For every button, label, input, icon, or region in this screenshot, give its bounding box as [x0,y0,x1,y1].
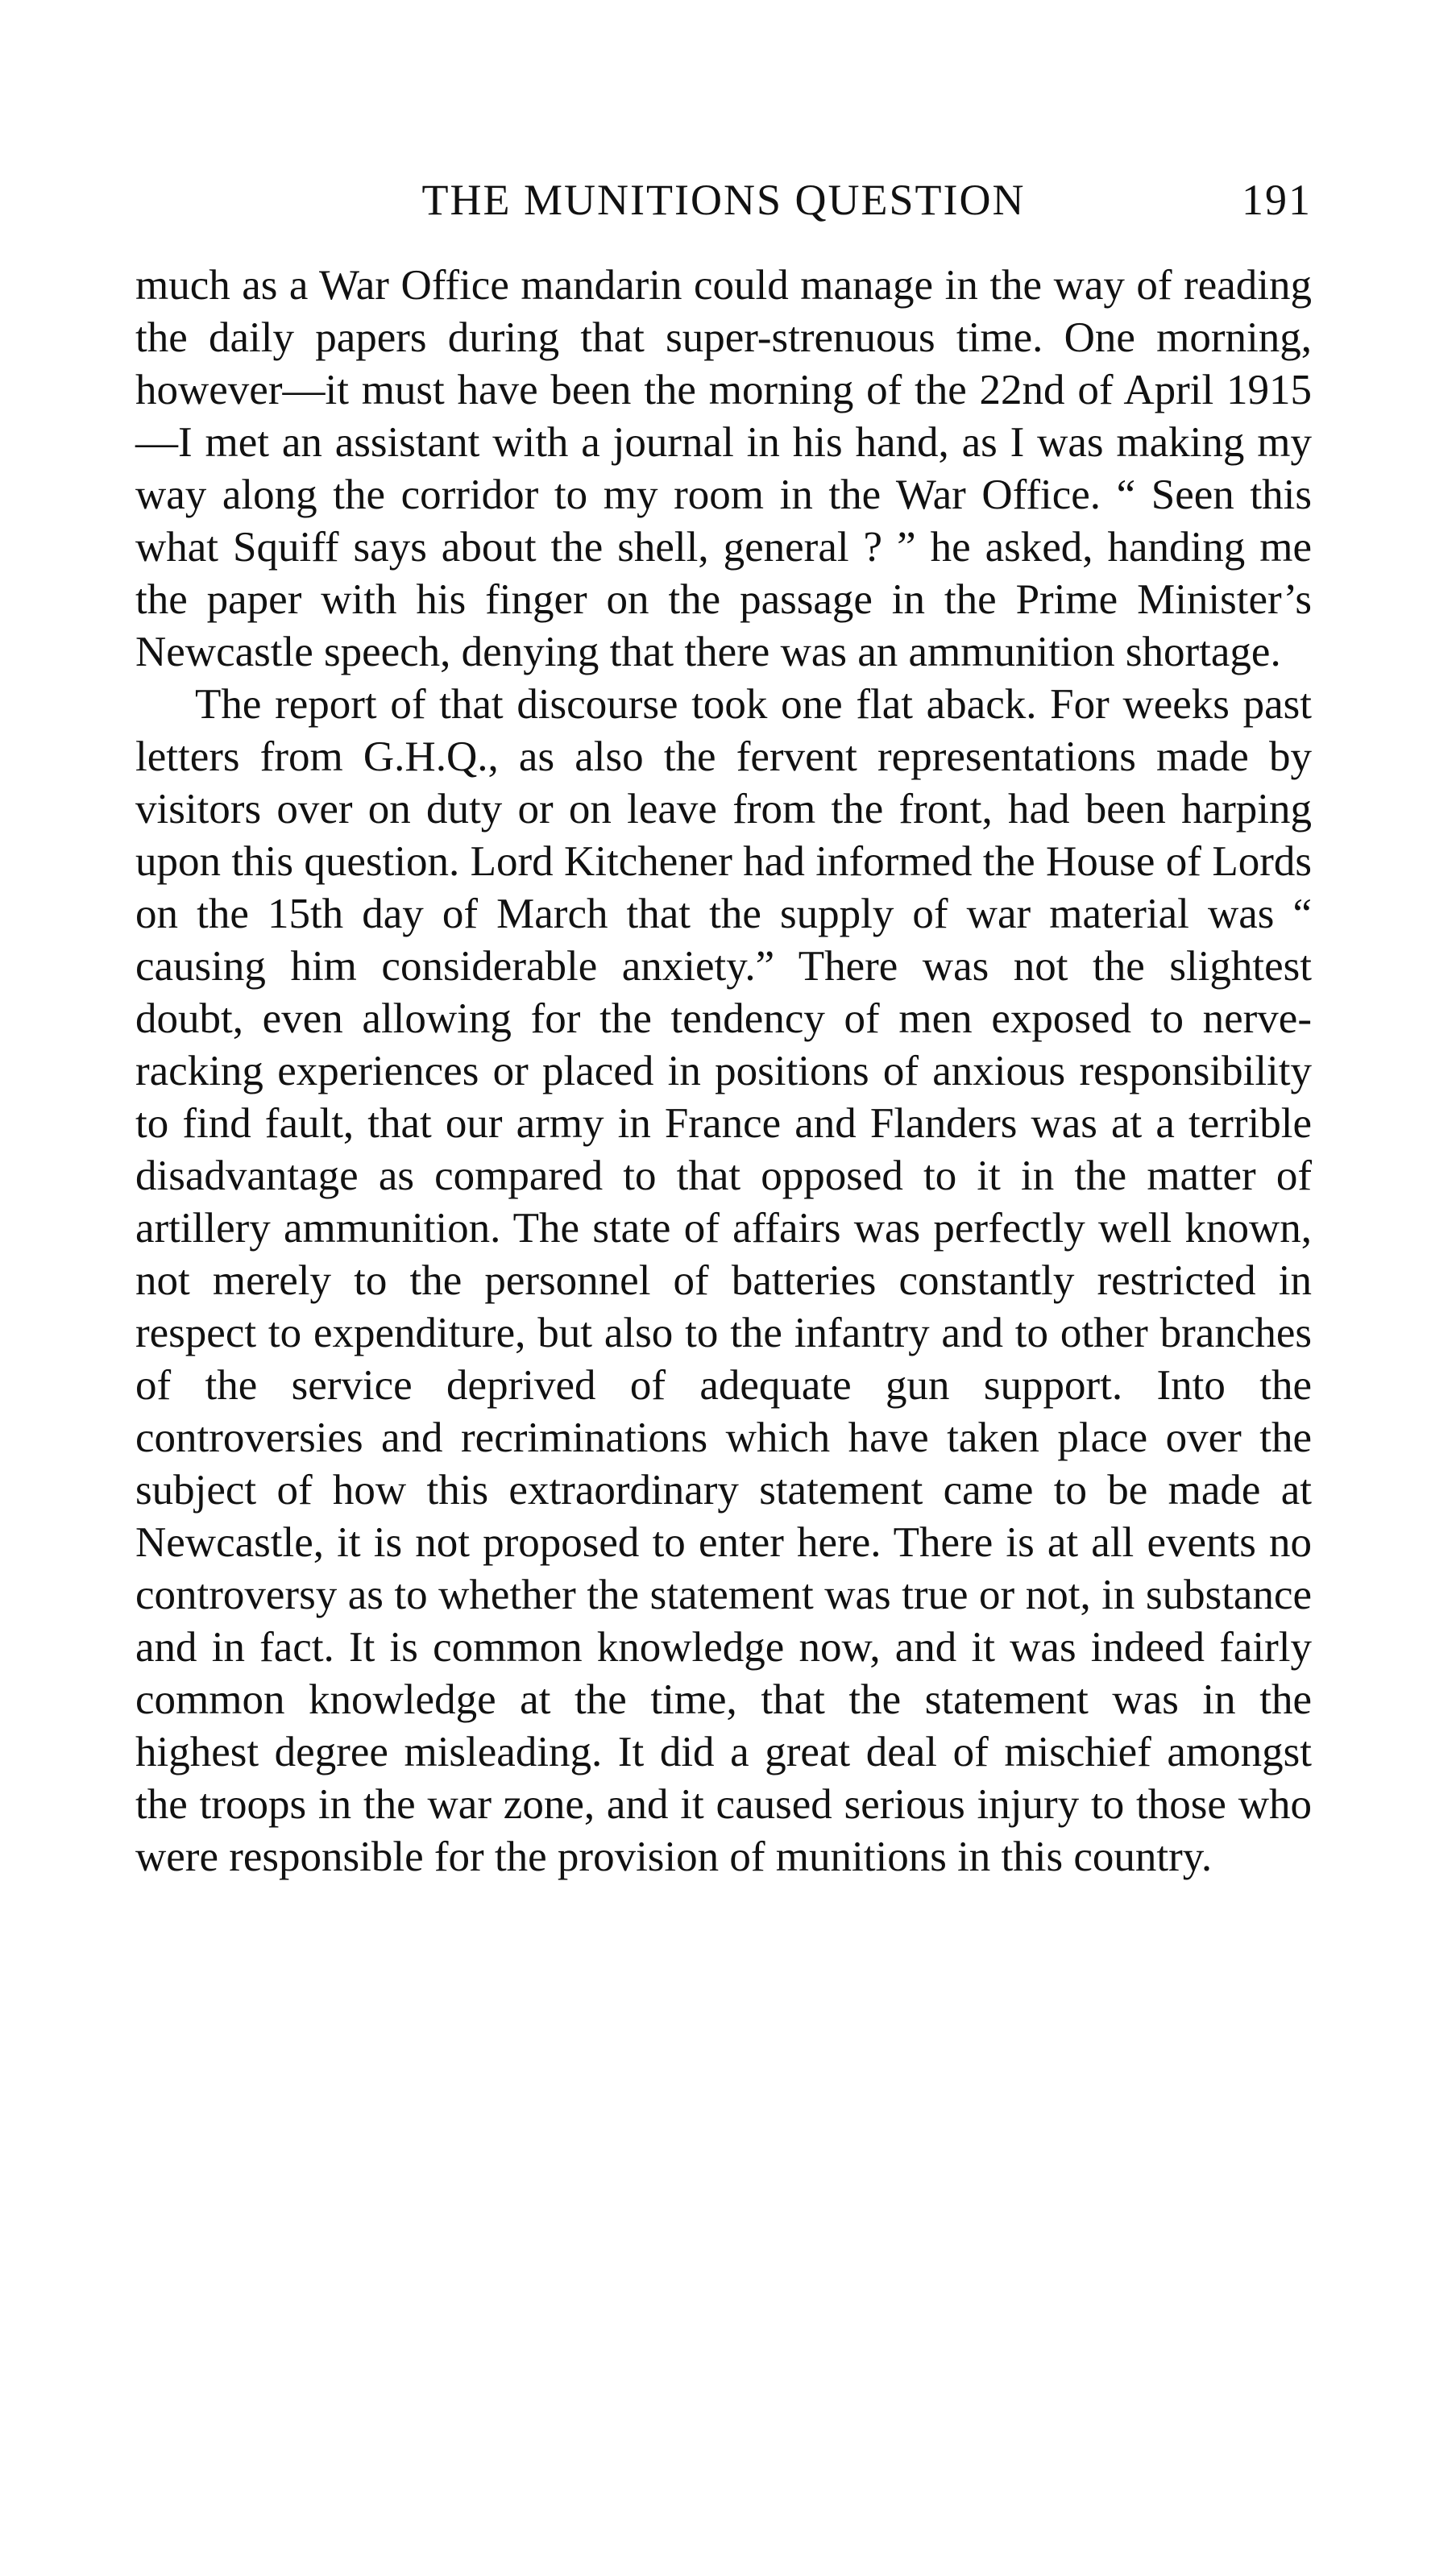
page-number: 191 [1242,176,1312,224]
paragraph-munitions-report: The report of that discourse took one flat aback. For weeks past letters from G.H.Q., as also the fervent representations made by visitors over on duty or on leave from the front, had been harping upon this question. Lord Kitchener had informed the House of Lords on the 15th day of March that the supply of war material was “ causing him considerable anxiety.” There was not the slightest doubt, even allowing for the tendency of men exposed to nerve-racking experiences or placed in positions of anxious responsibility to find fault, that our army in France and Flanders was at a terrible disadvantage as compared to that opposed to it in the matter of artillery ammunition. The state of affairs was perfectly well known, not merely to the personnel of batteries constantly restricted in respect to expenditure, but also to the infantry and to other branches of the service deprived of adequate gun support. Into the controversies and recriminations which have taken place over the subject of how this extraordinary statement came to be made at Newcastle, it is not proposed to enter here. There is at all events no controversy as to whether the statement was true or not, in substance and in fact. It is common knowledge now, and it was indeed fairly common knowledge at the time, that the statement was in the highest degree misleading. It did a great deal of mischief amongst the troops in the war zone, and it caused serious injury to those who were responsible for the provision of munitions in this country. [135,681,1312,1880]
body-text [135,260,1312,1883]
paragraph-continuation: much as a War Office mandarin could manage in the way of reading the daily papers during that super-strenuous time. One morning, however—it must have been the morning of the 22nd of April 1915—I met an assistant with a journal in his hand, as I was making my way along the corridor to my room in the War Office. “ Seen this what Squiff says about the shell, general ? ” he asked, handing me the paper with his finger on the passage in the Prime Minister’s Newcastle speech, denying that there was an ammunition shortage. [135,262,1312,675]
running-title: THE MUNITIONS QUESTION [421,176,1026,224]
running-head [135,168,1312,232]
